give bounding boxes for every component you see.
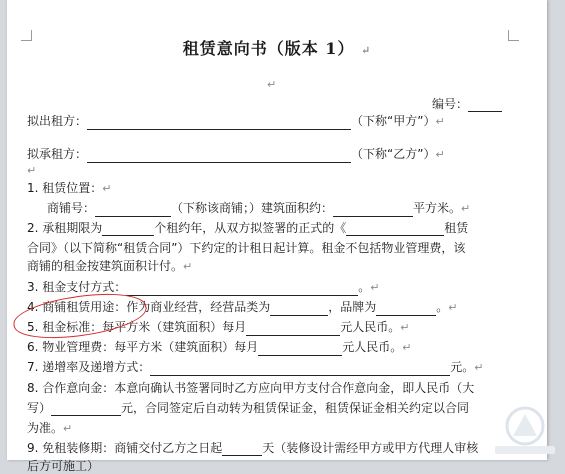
item-9-text-a: 9. 免租装修期：商铺交付乙方之日起 [27, 441, 223, 455]
item-7-label: 7. 递增率及递增方式： [27, 360, 151, 374]
item-2-text-c: 租赁 [444, 221, 469, 235]
paragraph-mark: ↵ [267, 78, 277, 91]
item-9-text-b: 天（装修设计需经甲方或甲方代理人审核 [262, 441, 479, 455]
item-6-label: 6. 物业管理费：每平方米（建筑面积）每月 [27, 340, 259, 354]
area-blank[interactable] [333, 203, 413, 217]
paragraph-mark: ↵ [63, 422, 73, 435]
lease-years-blank[interactable] [102, 222, 154, 236]
lessor-label: 拟出租方： [27, 114, 88, 128]
paragraph-mark: ↵ [435, 115, 445, 128]
item-1-shop-line [27, 200, 470, 217]
item-5-label: 5. 租金标准：每平方米（建筑面积）每月 [27, 320, 247, 334]
lessor-suffix: （下称“甲方”） [351, 114, 436, 128]
item-9-text-line-2: 后方可施工） [27, 459, 100, 473]
item-1-title [27, 180, 111, 197]
item-5-unit: 元人民币。 [340, 320, 401, 334]
paragraph-mark: ↵ [461, 202, 471, 215]
item-1-title-text: 1. 租赁位置： [27, 181, 103, 195]
lessor-line [27, 113, 445, 130]
increase-rate-blank[interactable] [150, 362, 450, 376]
item-8-text-line-3: 为准。 [27, 421, 64, 435]
brand-label: ，品牌为 [328, 300, 377, 314]
document-title-text: 租赁意向书（版本 1） [182, 39, 355, 58]
item-8-line-1 [27, 380, 474, 396]
item-2-text-a: 2. 承租期限为 [27, 221, 103, 235]
paragraph-mark: ↵ [474, 361, 484, 374]
item-2-line-3 [27, 258, 192, 275]
management-fee-blank[interactable] [258, 342, 342, 356]
paragraph-mark: ↵ [183, 260, 193, 273]
paragraph-mark: ↵ [435, 148, 445, 161]
lessee-label: 拟承租方： [27, 147, 88, 161]
rent-rate-blank[interactable] [246, 322, 340, 336]
item-2-text-line-2: 合同》（以下简称“租赁合同”）下约定的计租日起计算。租金不包括物业管理费，该 [27, 241, 466, 255]
item-3-end: 。 [358, 280, 371, 294]
shop-number-label: 商铺号： [47, 201, 96, 215]
rent-free-days-blank[interactable] [222, 442, 262, 456]
paragraph-mark: ↵ [361, 44, 372, 57]
item-8-line-2 [27, 400, 469, 416]
watermark-logo [485, 398, 565, 460]
number-blank[interactable] [468, 98, 502, 112]
blank-line [267, 76, 276, 93]
item-9-line-1 [27, 440, 478, 456]
paragraph-mark: ↵ [402, 341, 412, 354]
lessee-line [27, 146, 445, 163]
item-2-text-b: 个租约年，从双方拟签署的正式的《 [154, 221, 347, 235]
payment-method-blank[interactable] [126, 282, 358, 296]
item-7-unit: 元。 [450, 360, 475, 374]
blank-line [27, 162, 36, 179]
document-page [7, 0, 547, 473]
lessee-suffix: （下称“乙方”） [351, 147, 436, 161]
shop-number-blank[interactable] [95, 203, 171, 217]
item-2-line-1 [27, 220, 468, 236]
paragraph-mark: ↵ [27, 164, 37, 177]
paragraph-mark: ↵ [102, 182, 112, 195]
item-6-line [27, 339, 412, 356]
item-3-line [27, 279, 380, 296]
deposit-amount-blank[interactable] [51, 402, 121, 416]
item-4-end: 。 [436, 300, 449, 314]
paragraph-mark: ↵ [400, 321, 410, 334]
business-category-blank[interactable] [270, 302, 328, 316]
lessor-blank[interactable] [87, 116, 351, 130]
area-unit: 平方米。 [413, 201, 462, 215]
item-4-label: 4. 商铺租赁用途：作为商业经营，经营品类为 [27, 300, 271, 314]
contract-name-blank[interactable] [346, 222, 444, 236]
item-9-line-2 [27, 458, 99, 474]
number-line [432, 96, 502, 112]
item-8-text-a: 写） [27, 401, 52, 415]
document-title [7, 36, 547, 59]
paragraph-mark: ↵ [448, 301, 458, 314]
item-2-text-line-3: 商铺的租金按建筑面积计付。 [27, 259, 184, 273]
item-8-text-line-1: 8. 合作意向金：本意向确认书签署同时乙方应向甲方支付合作意向金，即人民币（大 [27, 381, 475, 395]
item-6-unit: 元人民币。 [342, 340, 403, 354]
area-label: （下称该商铺；）建筑面积约： [171, 201, 334, 215]
item-7-line [27, 359, 484, 376]
lessee-blank[interactable] [87, 149, 351, 163]
item-8-text-b: 元，合同签定后自动转为租赁保证金，租赁保证金相关约定以合同 [121, 401, 470, 415]
item-3-label: 3. 租金支付方式： [27, 280, 127, 294]
item-8-line-3 [27, 420, 72, 437]
item-2-line-2 [27, 240, 465, 256]
paragraph-mark: ↵ [370, 281, 380, 294]
number-label: 编号： [432, 97, 469, 111]
brand-blank[interactable] [376, 302, 436, 316]
